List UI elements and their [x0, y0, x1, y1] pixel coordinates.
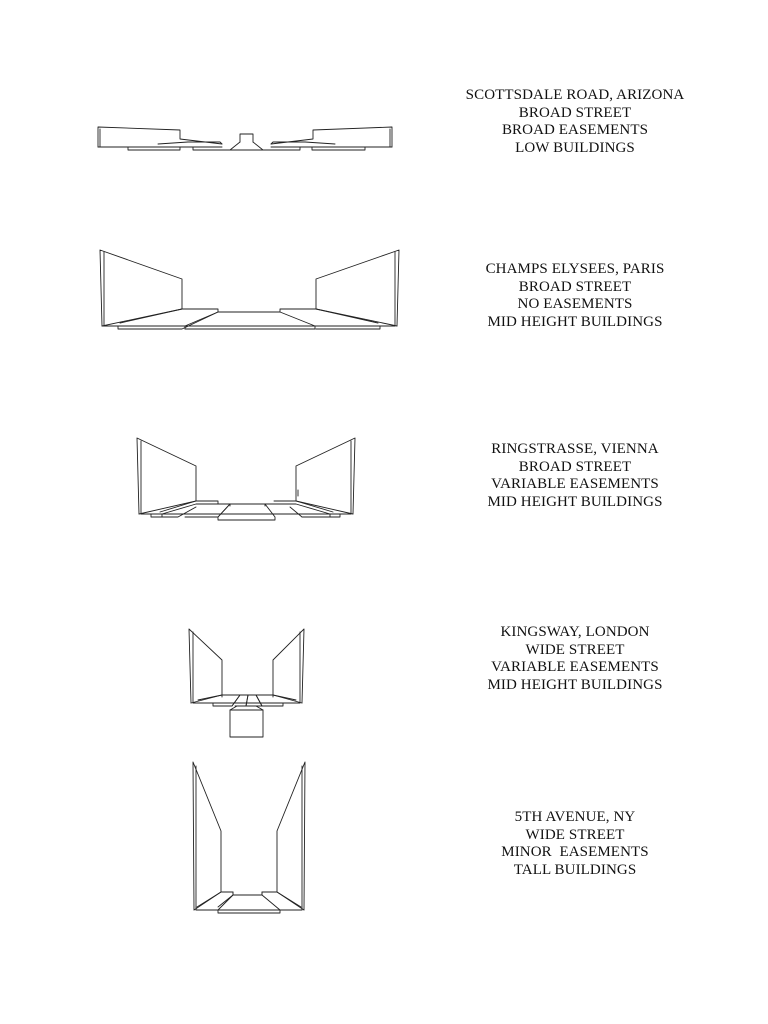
right-mid-building — [296, 438, 355, 514]
ringstrasse-ground-plates — [141, 501, 351, 520]
label-easements: BROAD EASEMENTS — [501, 122, 649, 138]
fifth-avenue-ground-plates — [196, 892, 302, 913]
label-title: KINGSWAY, LONDON — [500, 624, 650, 640]
right-tall-building — [277, 762, 305, 910]
label-easements: VARIABLE EASEMENTS — [491, 659, 659, 675]
kingsway-drawing — [189, 629, 304, 737]
right-mid-building — [316, 250, 399, 326]
label-title: RINGSTRASSE, VIENNA — [491, 441, 659, 457]
label-buildings: TALL BUILDINGS — [513, 861, 637, 878]
fifth-avenue-label — [430, 809, 720, 879]
label-street-type: BROAD STREET — [518, 104, 632, 121]
label-easements: MINOR EASEMENTS — [501, 844, 649, 860]
label-buildings: LOW BUILDINGS — [515, 139, 635, 156]
left-mid-building — [189, 629, 222, 703]
label-buildings: MID HEIGHT BUILDINGS — [487, 676, 663, 693]
label-title: SCOTTSDALE ROAD, ARIZONA — [465, 87, 685, 103]
label-easements: NO EASEMENTS — [517, 296, 633, 312]
kingsway-underground-box — [230, 706, 263, 737]
left-tall-building — [193, 762, 221, 910]
label-street-type: BROAD STREET — [518, 458, 632, 475]
left-mid-building — [100, 250, 182, 326]
label-easements: VARIABLE EASEMENTS — [491, 476, 659, 492]
champs-elysees-label — [430, 261, 720, 331]
label-title: CHAMPS ELYSEES, PARIS — [485, 261, 665, 277]
kingsway-label — [430, 624, 720, 694]
right-mid-building — [273, 629, 304, 703]
scottsdale-road-label — [430, 87, 720, 157]
label-title: 5TH AVENUE, NY — [514, 809, 636, 825]
label-street-type: WIDE STREET — [525, 641, 625, 658]
scottsdale-road-drawing — [98, 127, 392, 150]
champs-ground-plates — [104, 309, 395, 329]
label-street-type: WIDE STREET — [525, 826, 625, 843]
label-buildings: MID HEIGHT BUILDINGS — [487, 313, 663, 330]
fifth-avenue-drawing — [193, 762, 305, 913]
label-buildings: MID HEIGHT BUILDINGS — [487, 493, 663, 510]
left-mid-building — [137, 438, 196, 514]
kingsway-ground-plates — [193, 695, 300, 706]
champs-elysees-drawing — [100, 250, 399, 329]
scottsdale-ground-plates — [128, 134, 365, 150]
label-street-type: BROAD STREET — [518, 278, 632, 295]
ringstrasse-drawing — [137, 438, 355, 520]
ringstrasse-label — [430, 441, 720, 511]
